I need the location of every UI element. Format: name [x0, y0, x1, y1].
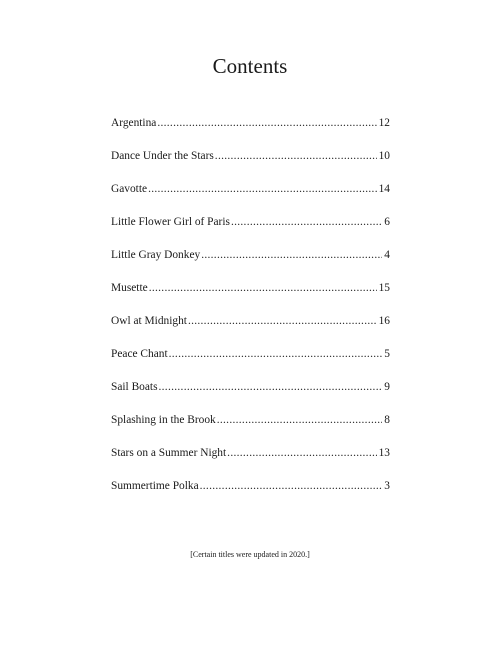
- toc-entry-page: 8: [384, 414, 390, 426]
- dot-leader: [200, 476, 383, 496]
- toc-entry-title: Little Flower Girl of Paris: [111, 216, 230, 228]
- toc-entry: [111, 146, 390, 179]
- toc-entry-page: 6: [384, 216, 390, 228]
- toc-entry-page: 15: [378, 282, 390, 294]
- toc-entry-page: 4: [384, 249, 390, 261]
- toc-entry: [111, 476, 390, 509]
- dot-leader: [148, 179, 377, 199]
- toc-entry-page: 3: [384, 480, 390, 492]
- toc-entry: [111, 377, 390, 410]
- dot-leader: [157, 113, 376, 133]
- toc-entry-page: 12: [378, 117, 390, 129]
- toc-entry: [111, 311, 390, 344]
- toc-entry: [111, 113, 390, 146]
- toc-entry: [111, 179, 390, 212]
- toc-entry-page: 13: [378, 447, 390, 459]
- toc-entry-page: 10: [378, 150, 390, 162]
- toc-entry: [111, 344, 390, 377]
- footnote: [Certain titles were updated in 2020.]: [190, 550, 310, 559]
- toc-entry-title: Argentina: [111, 117, 157, 129]
- toc-entry-page: 5: [384, 348, 390, 360]
- dot-leader: [188, 311, 377, 331]
- toc-entry: [111, 245, 390, 278]
- toc-entry-title: Dance Under the Stars: [111, 150, 214, 162]
- toc-entry-title: Musette: [111, 282, 148, 294]
- dot-leader: [215, 146, 377, 166]
- toc-entry-title: Stars on a Summer Night: [111, 447, 227, 459]
- toc-entry-page: 14: [378, 183, 390, 195]
- toc-entry: [111, 410, 390, 443]
- toc-entry-title: Summertime Polka: [111, 480, 199, 492]
- toc-entry-page: 9: [384, 381, 390, 393]
- dot-leader: [227, 443, 376, 463]
- dot-leader: [231, 212, 382, 232]
- toc-entry-title: Sail Boats: [111, 381, 158, 393]
- table-of-contents: [111, 113, 390, 509]
- toc-entry: [111, 278, 390, 311]
- page-title: Contents: [212, 54, 288, 78]
- dot-leader: [159, 377, 383, 397]
- toc-entry-title: Little Gray Donkey: [111, 249, 201, 261]
- toc-entry-title: Peace Chant: [111, 348, 168, 360]
- toc-entry-title: Owl at Midnight: [111, 315, 187, 327]
- toc-entry-title: Splashing in the Brook: [111, 414, 216, 426]
- dot-leader: [169, 344, 383, 364]
- dot-leader: [217, 410, 383, 430]
- dot-leader: [201, 245, 382, 265]
- dot-leader: [149, 278, 377, 298]
- toc-entry-title: Gavotte: [111, 183, 148, 195]
- toc-entry: [111, 212, 390, 245]
- toc-entry: [111, 443, 390, 476]
- toc-entry-page: 16: [378, 315, 390, 327]
